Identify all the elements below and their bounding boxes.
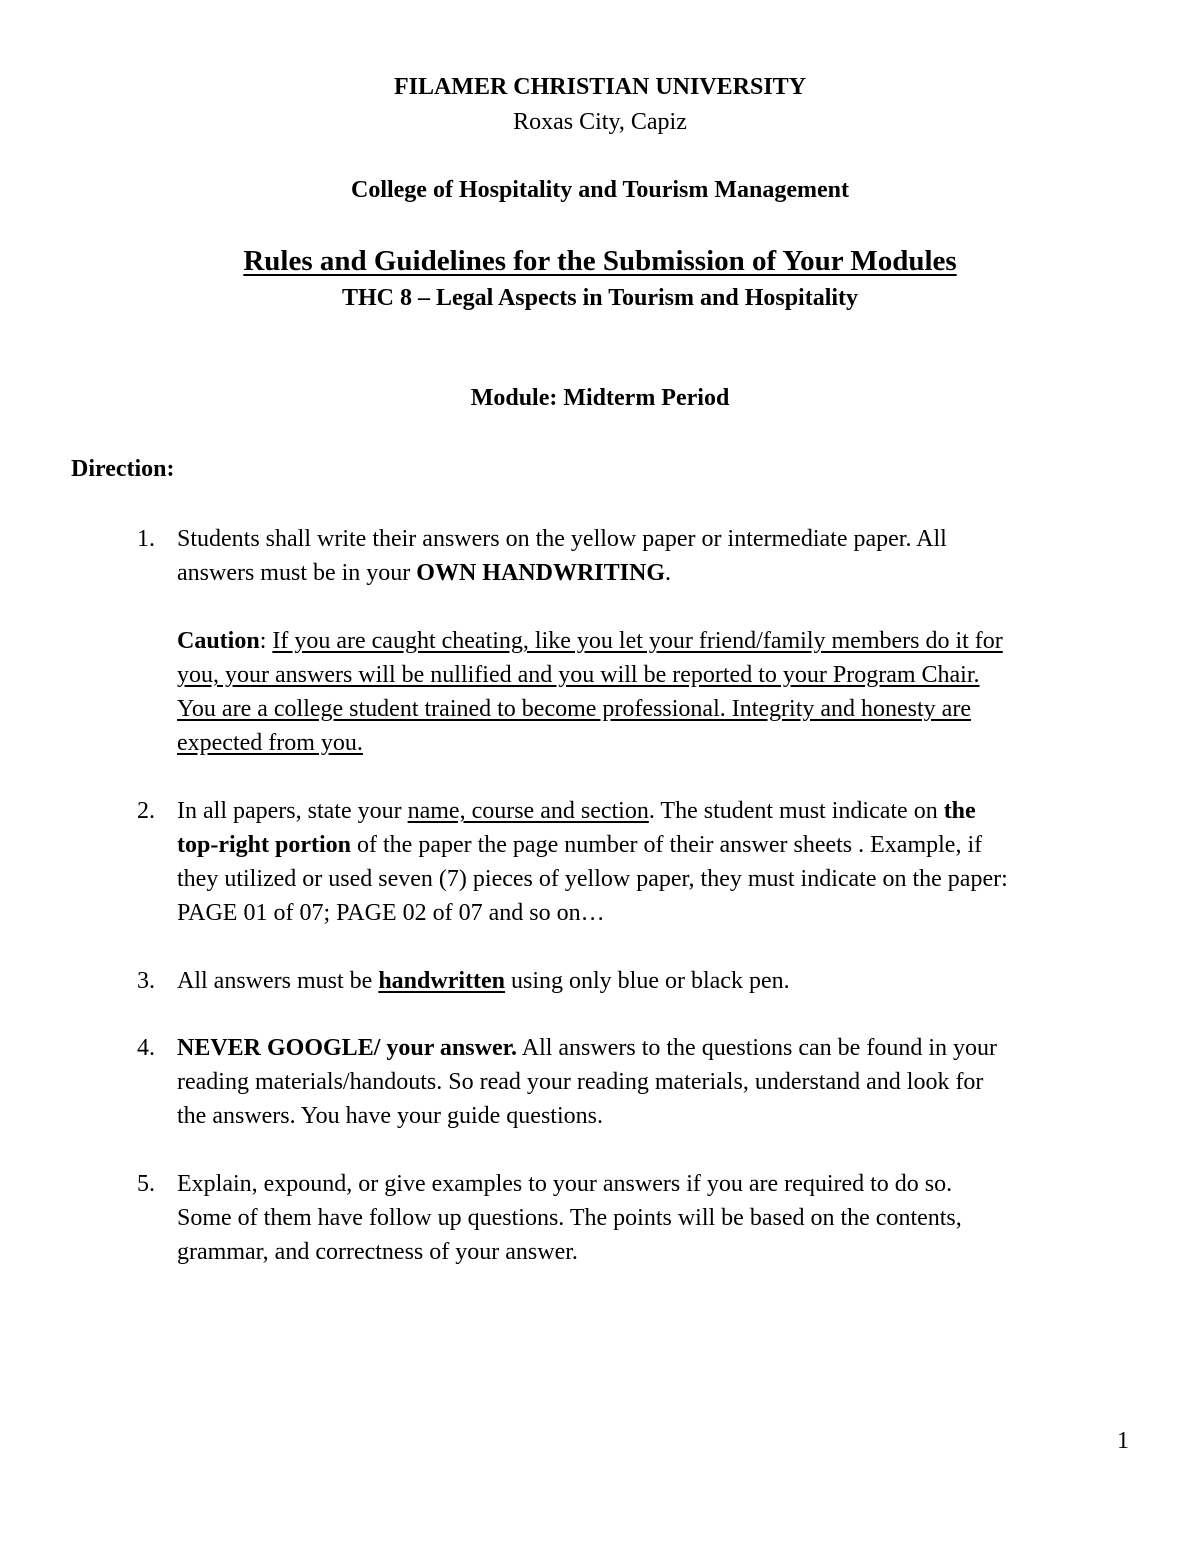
text-line [177, 794, 1137, 828]
text-line: they utilized or used seven (7) pieces of yellow paper, they must indicate on the paper: [177, 866, 1008, 892]
text-line [177, 1031, 1137, 1065]
emphasis-text: top-right portion [177, 832, 351, 858]
direction-heading: Direction: [71, 456, 175, 482]
text-run: : [259, 628, 273, 654]
text-line: reading materials/handouts. So read your reading materials, understand and look for [177, 1069, 984, 1095]
page-number: 1 [1117, 1428, 1129, 1454]
university-location: Roxas City, Capiz [513, 109, 687, 135]
underlined-text: name, course and section [407, 798, 649, 824]
text-run: using only blue or black pen. [505, 968, 790, 994]
list-item-text [177, 1031, 1137, 1133]
text-line: PAGE 01 of 07; PAGE 02 of 07 and so on… [177, 900, 605, 926]
text-line: Explain, expound, or give examples to your answers if you are required to do so. [177, 1171, 953, 1197]
emphasis-text: NEVER GOOGLE/ your answer. [177, 1035, 518, 1061]
text-run: . [664, 560, 671, 586]
list-item-text [177, 522, 1137, 590]
caution-text: you, your answers will be nullified and you will be reported to your Program Chair. [177, 662, 980, 688]
emphasis-text: OWN HANDWRITING [416, 560, 665, 586]
caution-text: If you are caught cheating, like you let your friend/family members do it for [272, 628, 1003, 654]
text-line [177, 624, 1137, 658]
caution-text: expected from you. [177, 730, 363, 756]
list-item-text [177, 1167, 1137, 1269]
document-title: Rules and Guidelines for the Submission of Your Modules [243, 245, 957, 277]
text-line [177, 556, 1137, 590]
list-item-number: 2. [137, 798, 155, 824]
text-line [177, 964, 1137, 998]
list-item-text [177, 794, 1137, 930]
list-item-number: 3. [137, 968, 155, 994]
caution-label: Caution [177, 628, 260, 654]
text-run: of the paper the page number of their answer sheets . Example, if [351, 832, 983, 858]
list-item-number: 4. [137, 1035, 155, 1061]
text-line: Some of them have follow up questions. The points will be based on the contents, [177, 1205, 962, 1231]
text-run: In all papers, state your [177, 798, 408, 824]
text-run: All answers must be [177, 968, 379, 994]
caution-text: You are a college student trained to become professional. Integrity and honesty are [177, 696, 971, 722]
text-line [177, 828, 1137, 862]
list-item-number: 1. [137, 526, 155, 552]
emphasis-text: the [943, 798, 976, 824]
text-line: grammar, and correctness of your answer. [177, 1239, 578, 1265]
module-period: Module: Midterm Period [470, 385, 730, 411]
emphasis-text: handwritten [378, 968, 505, 994]
list-item-text [177, 964, 1137, 998]
university-name: FILAMER CHRISTIAN UNIVERSITY [393, 74, 807, 100]
college-name: College of Hospitality and Tourism Management [350, 177, 849, 203]
list-item-number: 5. [137, 1171, 155, 1197]
text-run: . The student must indicate on [648, 798, 944, 824]
caution-note [177, 624, 1137, 760]
text-line: Students shall write their answers on the yellow paper or intermediate paper. All [177, 526, 947, 552]
text-run: All answers to the questions can be found in your [517, 1035, 997, 1061]
course-title: THC 8 – Legal Aspects in Tourism and Hospitality [341, 285, 859, 311]
text-line: the answers. You have your guide questions. [177, 1103, 603, 1129]
text-run: answers must be in your [177, 560, 417, 586]
